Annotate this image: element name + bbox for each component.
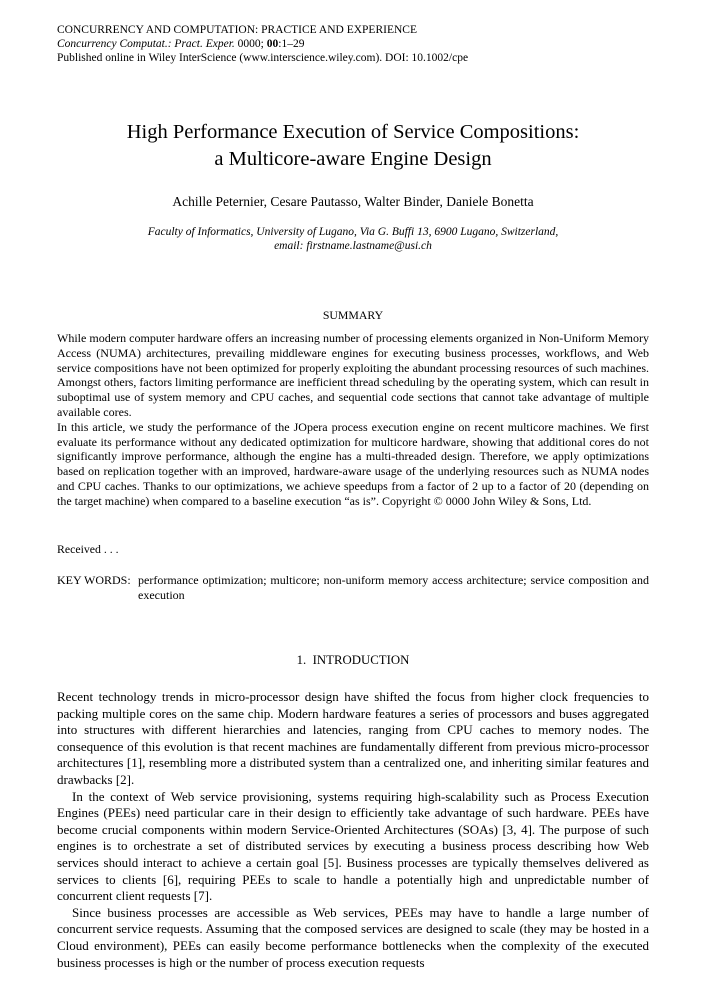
- journal-name: CONCURRENCY AND COMPUTATION: PRACTICE AND EXPERIENCE: [57, 24, 417, 36]
- authors-line: Achille Peternier, Cesare Pautasso, Walter Binder, Daniele Bonetta: [172, 194, 534, 209]
- received-note: Received . . .: [57, 542, 119, 556]
- citation-pages: :1–29: [278, 37, 305, 50]
- affiliation: [57, 225, 649, 253]
- journal-header: [57, 24, 649, 65]
- summary-paragraph-2: In this article, we study the performance of the JOpera process execution engine on recent multicore machines. We first evaluate its performance without any dedicated optimization for multicore hardware, showing that additional cores do not significantly improve performance, although the engine has a multi-threaded design. Therefore, we apply optimizations based on replication together with an improved, hardware-aware usage of the underlying resources such as NUMA nodes and CPU caches. Thanks to our optimizations, we achieve speedups from a factor of 2 up to a factor of 20 (depending on the target machine) when compared to a baseline execution “as is”. Copyright © 0000 John Wiley & Sons, Ltd.: [57, 419, 649, 508]
- introduction-heading: 1. INTRODUCTION: [296, 653, 410, 667]
- affiliation-line2: email: firstname.lastname@usi.ch: [274, 240, 432, 253]
- summary-heading: SUMMARY: [322, 308, 384, 322]
- paper-title-line2: a Multicore-aware Engine Design: [214, 148, 492, 170]
- paper-title-line1: High Performance Execution of Service Compositions:: [126, 121, 580, 143]
- journal-doi-line: Published online in Wiley InterScience (www.interscience.wiley.com). DOI: 10.1002/cpe: [57, 51, 469, 64]
- intro-paragraph-1: Recent technology trends in micro-processor design have shifted the focus from higher clock frequencies to packing multiple cores on the same chip. Modern hardware features a series of processors and buses aggregated into structures with different hierarchies and latencies, ranging from CPU caches to memory nodes. The consequence of this evolution is that recent machines are fundamentally different from previous micro-processor architectures [1], resembling more a distributed system than a centralized one, and inheriting similar features and drawbacks [2].: [57, 689, 649, 787]
- keywords-label: KEY WORDS:: [57, 573, 131, 587]
- keywords-text: performance optimization; multicore; non-uniform memory access architecture; service composition and execution: [138, 573, 649, 602]
- affiliation-line1: Faculty of Informatics, University of Lugano, Via G. Buffi 13, 6900 Lugano, Switzerland,: [147, 226, 559, 238]
- paper-title: [57, 119, 649, 173]
- citation-issue: 0000;: [234, 37, 267, 50]
- journal-citation: [57, 38, 649, 52]
- intro-paragraph-3: Since business processes are accessible as Web services, PEEs may have to handle a large number of concurrent service requests. Assuming that the composed services are designed to scale (they may be hosted in a Cloud environment), PEEs can easily become performance bottlenecks when the complexity of the executed business processes is high or the number of process execution requests: [57, 904, 649, 970]
- keywords-block: [57, 573, 649, 603]
- citation-volume: 00: [266, 37, 279, 50]
- summary-body: [57, 331, 649, 509]
- journal-abbrev: Concurrency Computat.: Pract. Exper.: [57, 37, 235, 50]
- introduction-body: [57, 689, 649, 971]
- summary-paragraph-1: While modern computer hardware offers an increasing number of processing elements organized in Non-Uniform Memory Access (NUMA) architectures, prevailing middleware engines for executing business processes, workflows, and Web service compositions have not been optimized for properly exploiting the abundant processing resources of such machines. Amongst others, factors limiting performance are inefficient thread scheduling by the operating system, which can result in suboptimal use of system memory and CPU caches, and sequential code sections that cannot take advantage of multiple available cores.: [57, 331, 649, 419]
- intro-paragraph-2: In the context of Web service provisioning, systems requiring high-scalability such as Process Execution Engines (PEEs) need particular care in their design to efficiently take advantage of such hardware. PEEs have become crucial components within modern Service-Oriented Architectures (SOAs) [3, 4]. The purpose of such engines is to orchestrate a set of distributed services by executing a business process describing how Web services should interact to achieve a certain goal [5]. Business processes are typically themselves delivered as services to clients [6], requiring PEEs to scale to handle a potentially high and unpredictable number of concurrent client requests [7].: [57, 788, 649, 904]
